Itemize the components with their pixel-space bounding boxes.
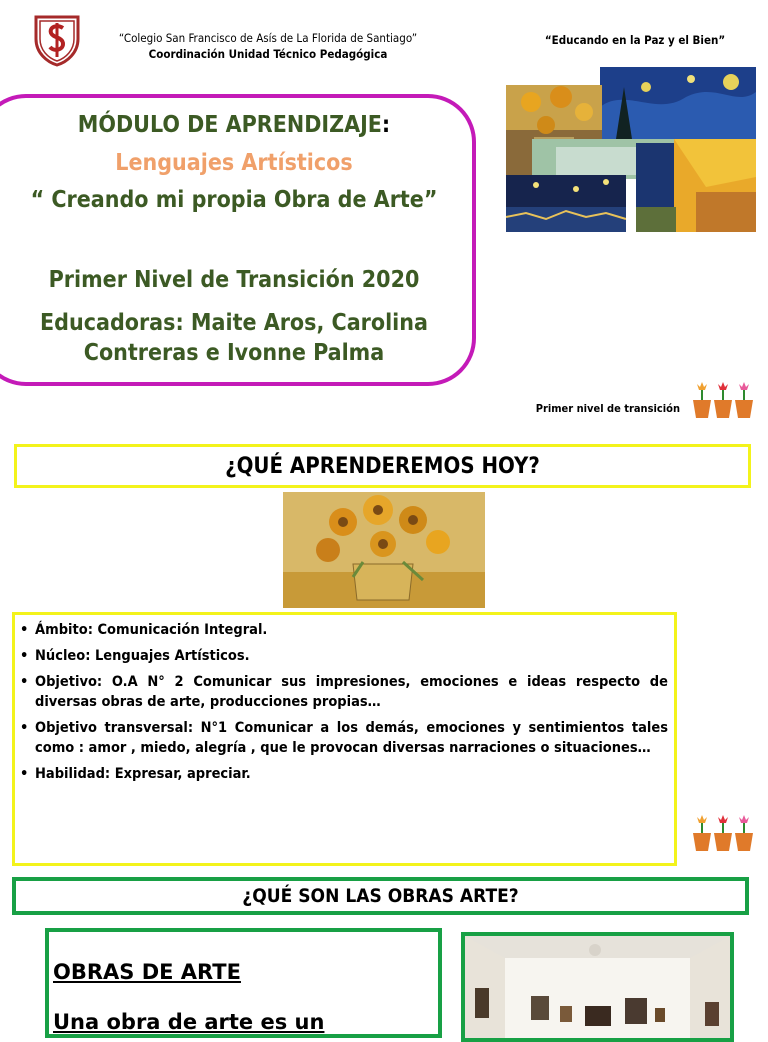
level-caption: Primer nivel de transición xyxy=(535,402,680,415)
van-gogh-collage-image xyxy=(506,67,756,232)
flower-pots-icon xyxy=(690,813,756,853)
module-subject: Lenguajes Artísticos xyxy=(115,150,353,176)
school-logo xyxy=(32,13,82,67)
school-line-2: Coordinación Unidad Técnico Pedagógica xyxy=(148,47,388,61)
module-title: MÓDULO DE APRENDIZAJE: xyxy=(77,112,391,138)
gallery-image-box xyxy=(461,932,734,1042)
flower-pots-icon xyxy=(690,380,756,420)
definition-title: OBRAS DE ARTE xyxy=(53,960,241,984)
school-motto: “Educando en la Paz y el Bien” xyxy=(544,33,726,47)
list-item: • Habilidad: Expresar, apreciar. xyxy=(20,764,668,784)
module-teachers: Educadoras: Maite Aros, Carolina Contreras e Ivonne Palma xyxy=(40,310,428,366)
school-name xyxy=(88,30,448,62)
module-level: Primer Nivel de Transición 2020 xyxy=(48,267,420,293)
art-gallery-image xyxy=(465,936,730,1038)
list-item: • Núcleo: Lenguajes Artísticos. xyxy=(20,646,668,666)
objectives-list xyxy=(20,620,668,790)
school-line-1: “Colegio San Francisco de Asís de La Florida de Santiago” xyxy=(118,31,418,45)
sunflowers-painting-image xyxy=(283,492,485,608)
what-are-artworks-heading: ¿QUÉ SON LAS OBRAS ARTE? xyxy=(12,877,749,915)
definition-text: Una obra de arte es un xyxy=(53,1010,325,1034)
learn-today-heading: ¿QUÉ APRENDEREMOS HOY? xyxy=(14,444,751,488)
list-item: • Objetivo transversal: N°1 Comunicar a los demás, emociones y sentimientos tales como : amor , miedo, alegría , que le provocan diversas narraciones o situaciones… xyxy=(20,718,668,758)
list-item: • Ámbito: Comunicación Integral. xyxy=(20,620,668,640)
list-item: • Objetivo: O.A N° 2 Comunicar sus impresiones, emociones e ideas respecto de diversas obras de arte, producciones propias… xyxy=(20,672,668,712)
module-quote: “ Creando mi propia Obra de Arte” xyxy=(30,187,438,213)
